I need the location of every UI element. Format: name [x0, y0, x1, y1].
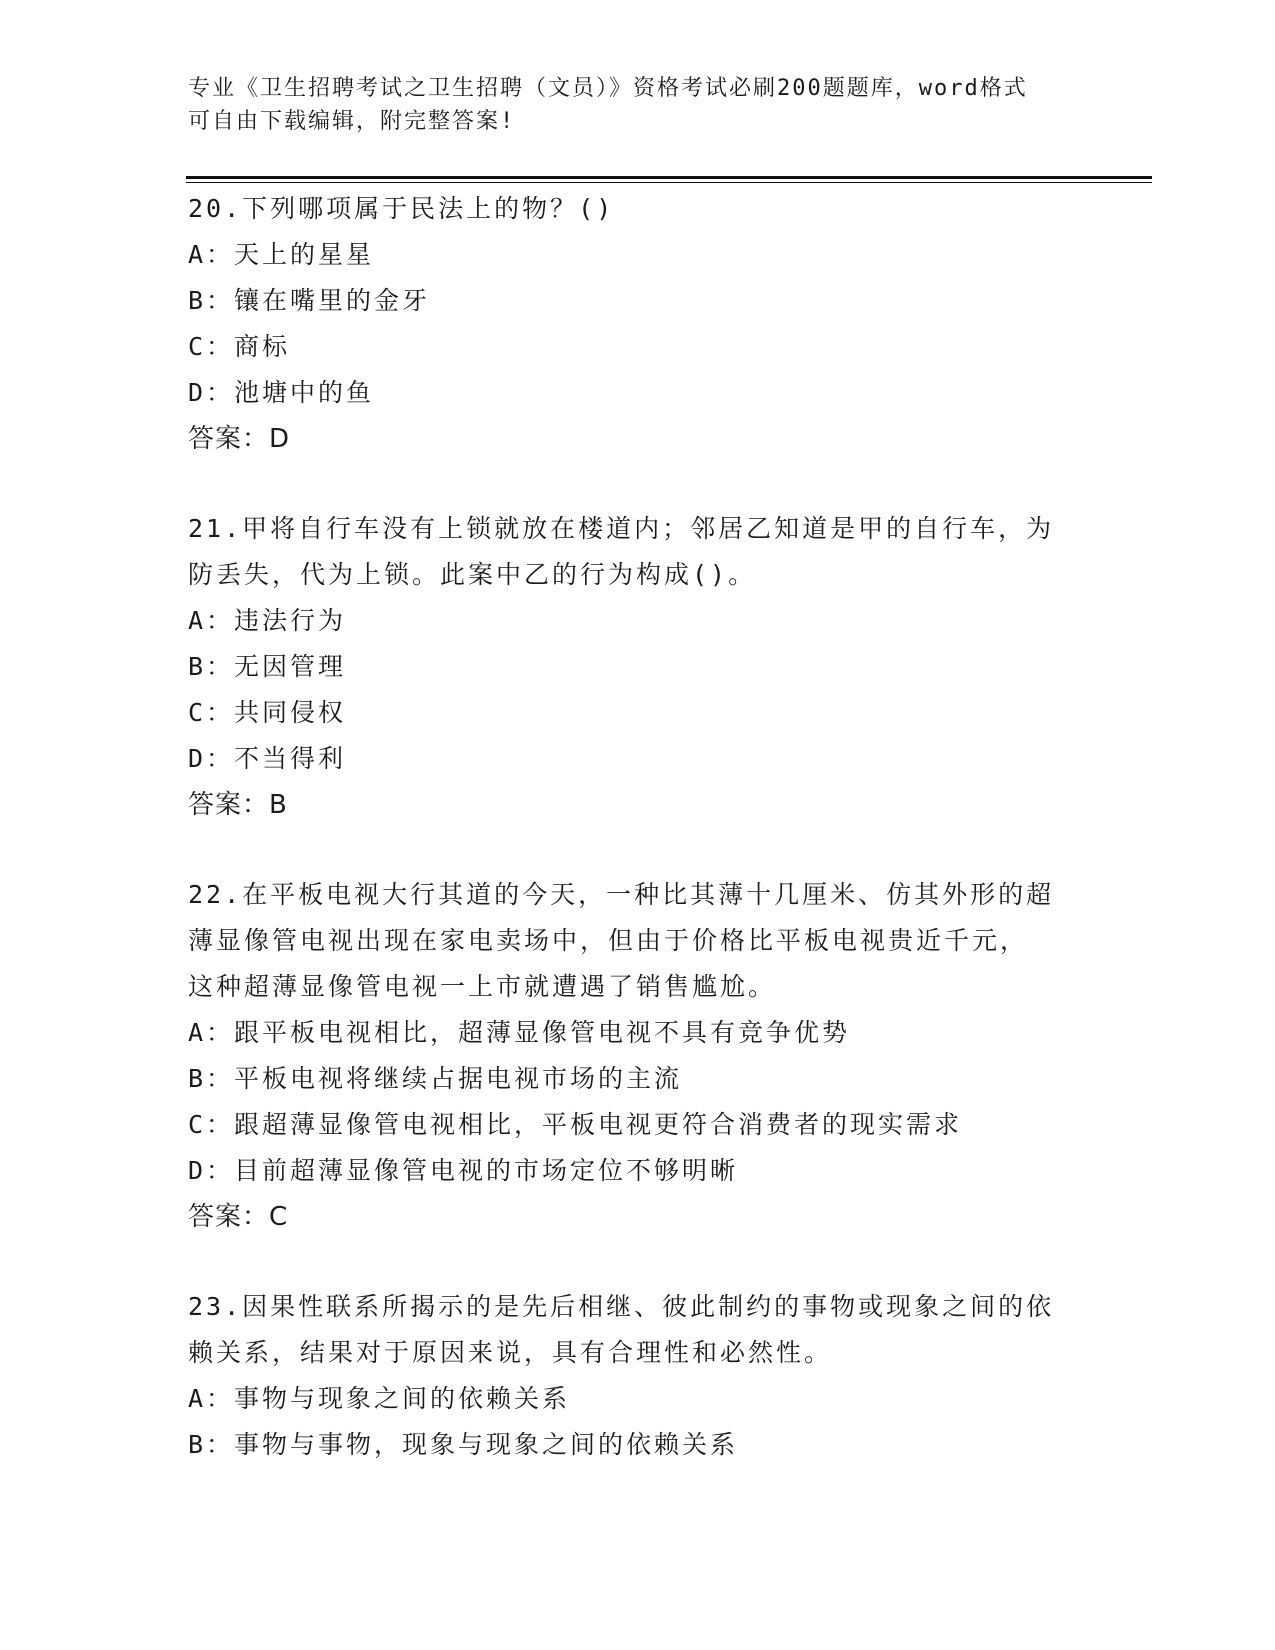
option-b: B：平板电视将继续占据电视市场的主流: [188, 1064, 683, 1093]
option-b: B：事物与事物，现象与现象之间的依赖关系: [188, 1430, 739, 1459]
question-20: [188, 186, 1088, 462]
option-b: B：无因管理: [188, 652, 347, 681]
header-line-2: 可自由下载编辑，附完整答案!: [188, 109, 516, 134]
question-stem-line: 21.甲将自行车没有上锁就放在楼道内；邻居乙知道是甲的自行车，为: [188, 514, 1055, 543]
option-c: C：商标: [188, 332, 291, 361]
question-22: [188, 872, 1088, 1240]
option-a: A：违法行为: [188, 606, 347, 635]
option-a: A：事物与现象之间的依赖关系: [188, 1384, 571, 1413]
question-stem-line: 赖关系，结果对于原因来说，具有合理性和必然性。: [188, 1338, 833, 1367]
header-rule-thick: [186, 176, 1152, 179]
option-d: D：不当得利: [188, 744, 347, 773]
question-stem-line: 薄显像管电视出现在家电卖场中，但由于价格比平板电视贵近千元，: [188, 926, 1029, 955]
answer: 答案：B: [188, 790, 288, 820]
question-list: [188, 186, 1088, 1512]
question-stem-line: 22.在平板电视大行其道的今天，一种比其薄十几厘米、仿其外形的超: [188, 880, 1055, 909]
option-a: A：跟平板电视相比，超薄显像管电视不具有竞争优势: [188, 1018, 851, 1047]
question-stem-line: 这种超薄显像管电视一上市就遭遇了销售尴尬。: [188, 972, 777, 1001]
header-rule-thin: [186, 182, 1152, 183]
document-header: [188, 72, 1088, 138]
option-d: D：池塘中的鱼: [188, 378, 375, 407]
option-c: C：共同侵权: [188, 698, 347, 727]
header-line-1: 专业《卫生招聘考试之卫生招聘（文员）》资格考试必刷200题题库，word格式: [188, 76, 1028, 101]
answer: 答案：C: [188, 1202, 289, 1232]
question-23: [188, 1284, 1088, 1468]
question-21: [188, 506, 1088, 828]
question-stem-line: 23.因果性联系所揭示的是先后相继、彼此制约的事物或现象之间的依: [188, 1292, 1055, 1321]
option-b: B：镶在嘴里的金牙: [188, 286, 431, 315]
question-stem-line: 防丢失，代为上锁。此案中乙的行为构成()。: [188, 560, 757, 589]
question-stem-line: 20.下列哪项属于民法上的物？(): [188, 194, 615, 223]
option-a: A：天上的星星: [188, 240, 375, 269]
option-c: C：跟超薄显像管电视相比，平板电视更符合消费者的现实需求: [188, 1110, 963, 1139]
answer: 答案：D: [188, 424, 291, 454]
option-d: D：目前超薄显像管电视的市场定位不够明晰: [188, 1156, 739, 1185]
